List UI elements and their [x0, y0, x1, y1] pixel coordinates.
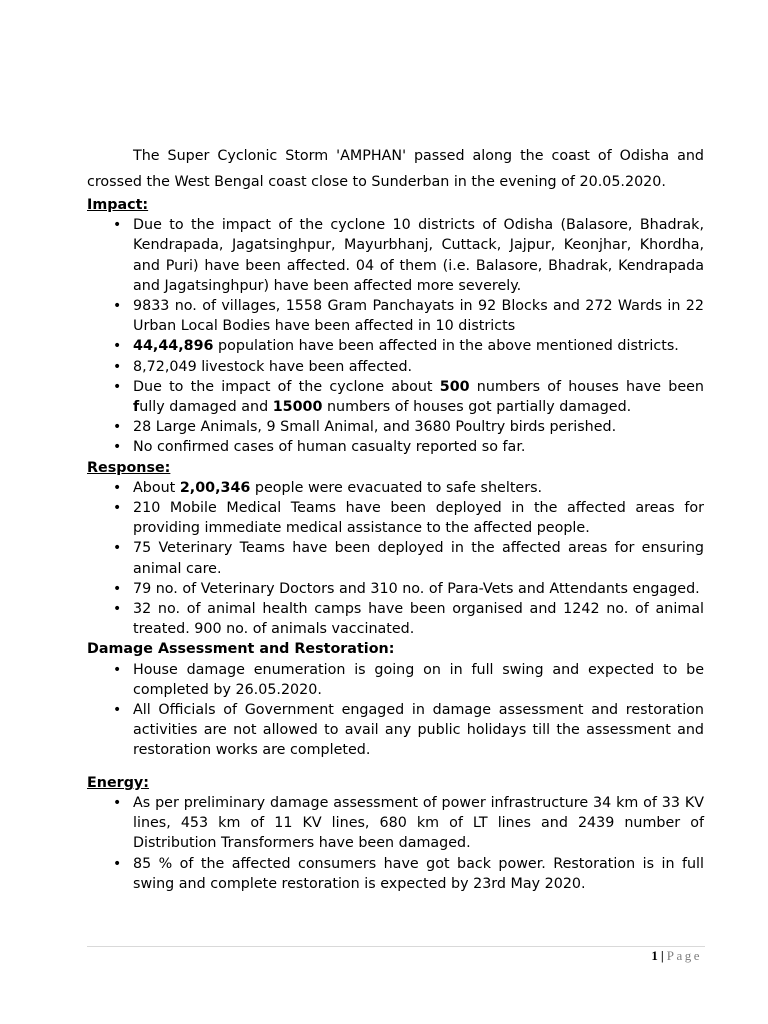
- text-run: House damage enumeration is going on in full swing and expected to be completed by 26.05.2020.: [133, 661, 704, 698]
- bullet-item: [133, 357, 704, 377]
- bullet-item: [133, 579, 704, 599]
- text-run: numbers of houses have been: [469, 378, 704, 395]
- footer-divider: [87, 946, 705, 947]
- page-label: Page: [666, 948, 702, 963]
- bullet-item: [133, 377, 704, 417]
- text-run: As per preliminary damage assessment of power infrastructure 34 km of 33 KV lines, 453 km of 11 KV lines, 680 km of LT lines and 2439 number of Distribution Transformers have been damaged.: [133, 794, 704, 852]
- bullet-item: [133, 793, 704, 854]
- bullet-item: [133, 336, 704, 356]
- text-run: 28 Large Animals, 9 Small Animal, and 3680 Poultry birds perished.: [133, 419, 617, 436]
- damage-assessment-heading: Damage Assessment and Restoration:: [87, 641, 395, 658]
- text-run: Due to the impact of the cyclone about: [133, 378, 440, 395]
- text-run: 85 % of the affected consumers have got back power. Restoration is in full swing and complete restoration is expected by 23rd May 2020.: [133, 855, 704, 892]
- bullet-item: [133, 498, 704, 538]
- text-run: 32 no. of animal health camps have been organised and 1242 no. of animal treated. 900 no. of animals vaccinated.: [133, 601, 704, 638]
- bullet-item: [133, 854, 704, 894]
- bold-text: 44,44,896: [133, 338, 214, 355]
- text-run: 8,72,049 livestock have been affected.: [133, 358, 413, 375]
- response-heading: Response:: [87, 459, 171, 476]
- section-spacer: [87, 761, 704, 773]
- damage-assessment-list: [87, 660, 704, 761]
- text-run: 9833 no. of villages, 1558 Gram Panchayats in 92 Blocks and 272 Wards in 22 Urban Local Bodies have been affected in 10 districts: [133, 298, 704, 335]
- bullet-item: [133, 296, 704, 336]
- energy-list: [87, 793, 704, 894]
- bold-text: f: [133, 399, 140, 416]
- response-list: [87, 478, 704, 640]
- text-run: 75 Veterinary Teams have been deployed in the affected areas for ensuring animal care.: [133, 540, 704, 577]
- text-run: 79 no. of Veterinary Doctors and 310 no. of Para-Vets and Attendants engaged.: [133, 580, 700, 597]
- bullet-item: [133, 538, 704, 578]
- footer-separator: |: [660, 948, 664, 963]
- text-run: population have been affected in the above mentioned districts.: [213, 338, 679, 355]
- text-run: people were evacuated to safe shelters.: [250, 479, 543, 496]
- bold-text: 15000: [272, 399, 323, 416]
- document-body: [87, 143, 704, 894]
- bullet-item: [133, 417, 704, 437]
- bullet-item: [133, 700, 704, 761]
- impact-heading: Impact:: [87, 197, 149, 213]
- energy-heading: Energy:: [87, 774, 149, 791]
- impact-list: [87, 215, 704, 457]
- bold-text: 500: [439, 378, 470, 395]
- bullet-item: [133, 660, 704, 700]
- text-run: ully damaged and: [139, 399, 273, 416]
- intro-paragraph: The Super Cyclonic Storm 'AMPHAN' passed along the coast of Odisha and crossed the West Bengal coast close to Sunderban in the evening of 20.05.2020.: [87, 148, 704, 190]
- text-run: Due to the impact of the cyclone 10 districts of Odisha (Balasore, Bhadrak, Kendrapada, Jagatsinghpur, Mayurbhanj, Cuttack, Jajpur, Keonjhar, Khordha, and Puri) have been affected. 04 of them (i.e. Balasore, Bhadrak, Kendrapada and Jagatsinghpur) have been affected more severely.: [133, 217, 704, 294]
- text-run: numbers of houses got partially damaged.: [322, 399, 632, 416]
- bold-text: 2,00,346: [179, 479, 251, 496]
- text-run: All Officials of Government engaged in damage assessment and restoration activities are not allowed to avail any public holidays till the assessment and restoration works are completed.: [133, 702, 704, 759]
- bullet-item: [133, 599, 704, 639]
- bullet-item: [133, 478, 704, 498]
- bullet-item: [133, 215, 704, 296]
- bullet-item: [133, 437, 704, 457]
- page-footer: [651, 948, 702, 964]
- page-number: 1: [651, 948, 658, 963]
- text-run: About: [133, 479, 180, 496]
- text-run: No confirmed cases of human casualty reported so far.: [133, 439, 526, 456]
- text-run: 210 Mobile Medical Teams have been deployed in the affected areas for providing immediate medical assistance to the affected people.: [133, 500, 704, 537]
